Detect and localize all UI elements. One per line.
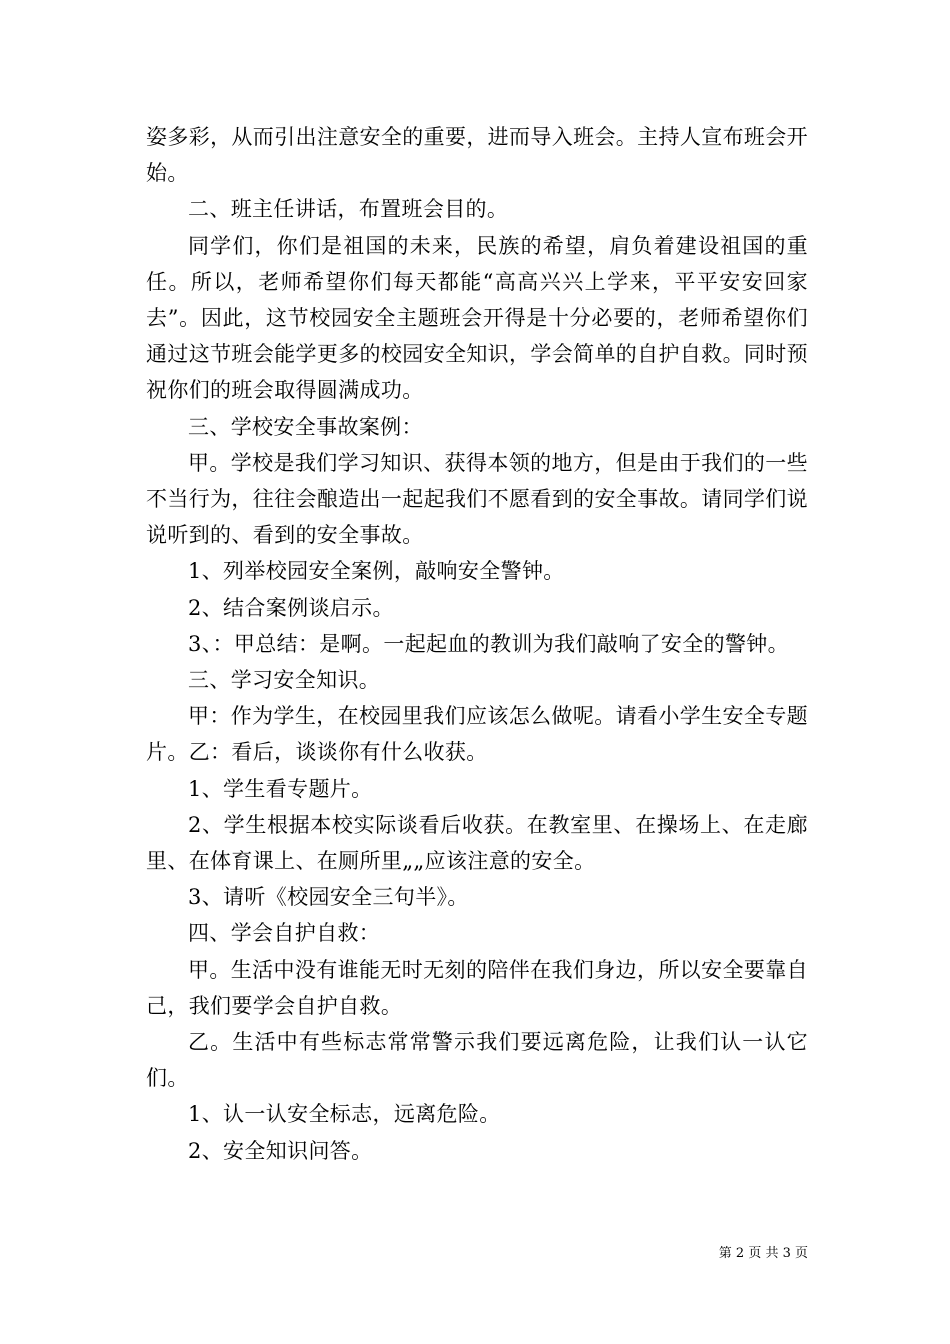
list-item-protection-1: 1、认一认安全标志，远离危险。 bbox=[188, 1102, 501, 1127]
section-heading-accident-cases: 三、学校安全事故案例： bbox=[188, 414, 423, 439]
paragraph-self-protection: 甲。生活中没有谁能无时无刻的陪伴在我们身边，所以安全要靠自己，我们要学会自护自救。 bbox=[146, 957, 808, 1018]
paragraph-safety-signs: 乙。生活中有些标志常常警示我们要远离危险，让我们认一认它们。 bbox=[146, 1030, 808, 1091]
section-heading-safety-knowledge: 三、学习安全知识。 bbox=[188, 668, 381, 693]
page-indicator: 第 2 页 共 3 页 bbox=[718, 1246, 808, 1261]
paragraph-teacher-speech: 同学们，你们是祖国的未来，民族的希望，肩负着建设祖国的重任。所以，老师希望你们每天都能“高高兴兴上学来，平平安安回家去”。因此，这节校园安全主题班会开得是十分必要的，老师希望你们通过这节班会能学更多的校园安全知识，学会简单的自护自救。同时预祝你们的班会取得圆满成功。 bbox=[146, 233, 808, 403]
list-item-knowledge-3: 3、请听《校园安全三句半》。 bbox=[188, 885, 469, 910]
section-heading-class-teacher-speech: 二、班主任讲话，布置班会目的。 bbox=[188, 197, 509, 222]
list-item-knowledge-2: 2、学生根据本校实际谈看后收获。在教室里、在操场上、在走廊里、在体育课上、在厕所里„„应该注意的安全。 bbox=[146, 812, 808, 874]
list-item-knowledge-1: 1、学生看专题片。 bbox=[188, 776, 373, 801]
paragraph-accident-intro: 甲。学校是我们学习知识、获得本领的地方，但是由于我们的一些不当行为，往往会酿造出一起起我们不愿看到的安全事故。请同学们说说听到的、看到的安全事故。 bbox=[146, 450, 808, 548]
list-item-case-1: 1、列举校园安全案例，敲响安全警钟。 bbox=[188, 559, 565, 584]
list-item-case-3: 3、：甲总结：是啊。一起起血的教训为我们敲响了安全的警钟。 bbox=[188, 631, 790, 656]
section-heading-self-protection: 四、学会自护自救： bbox=[188, 921, 381, 946]
paragraph-continuation: 姿多彩，从而引出注意安全的重要，进而导入班会。主持人宣布班会开始。 bbox=[146, 125, 808, 186]
paragraph-safety-video: 甲：作为学生，在校园里我们应该怎么做呢。请看小学生安全专题片。乙：看后，谈谈你有什么收获。 bbox=[146, 704, 808, 765]
list-item-protection-2: 2、安全知识问答。 bbox=[188, 1138, 373, 1163]
list-item-case-2: 2、结合案例谈启示。 bbox=[188, 595, 394, 620]
document-body bbox=[146, 119, 808, 1169]
